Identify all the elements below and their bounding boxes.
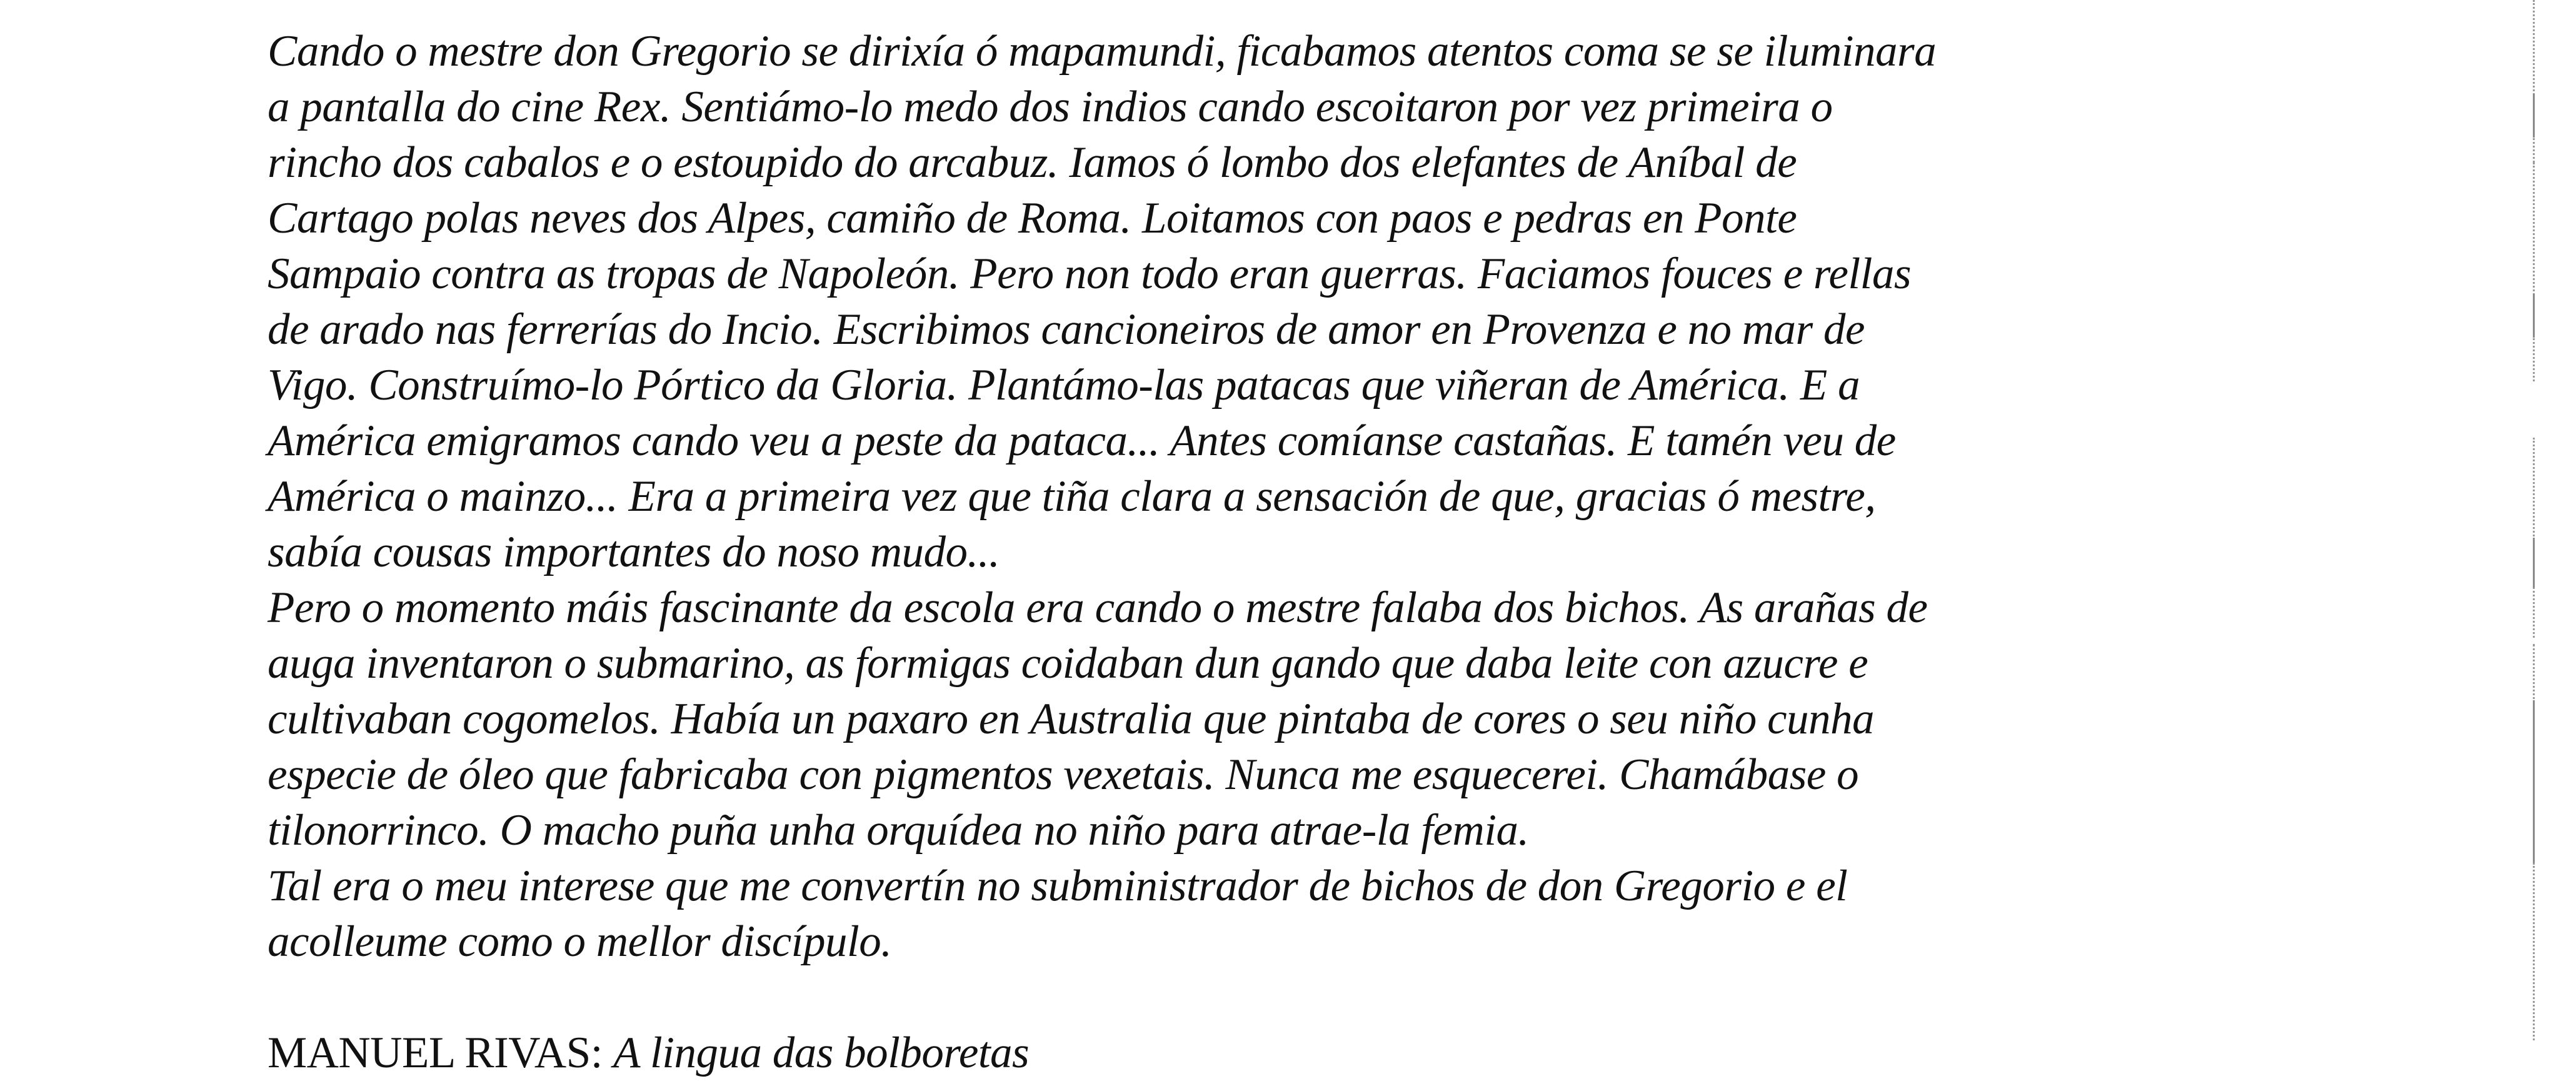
citation-author: MANUEL RIVAS: bbox=[268, 1028, 603, 1077]
passage-line: auga inventaron o submarino, as formigas coidaban dun gando que daba leite con azucre e bbox=[268, 639, 1868, 688]
passage-line: rincho dos cabalos e o estoupido do arcabuz. Iamos ó lombo dos elefantes de Aníbal de bbox=[268, 138, 1797, 187]
passage-line: Cando o mestre don Gregorio se dirixía ó mapamundi, ficabamos atentos coma se se iluminara bbox=[268, 27, 1937, 76]
passage-line: sabía cousas importantes do noso mudo... bbox=[268, 528, 1000, 576]
scan-edge-mark bbox=[2533, 0, 2535, 163]
scan-edge-mark bbox=[2533, 700, 2535, 863]
citation-work: A lingua das bolboretas bbox=[613, 1028, 1030, 1077]
scan-edge-mark bbox=[2533, 94, 2535, 138]
passage-line: de arado nas ferrerías do Incio. Escribimos cancioneiros de amor en Provenza e no mar de bbox=[268, 305, 1865, 354]
passage-line: a pantalla do cine Rex. Sentiámo-lo medo dos indios cando escoitaron por vez primeira o bbox=[268, 83, 1833, 131]
passage-line: Sampaio contra as tropas de Napoleón. Pero non todo eran guerras. Faciamos fouces e rellas bbox=[268, 249, 1912, 298]
passage-line: Cartago polas neves dos Alpes, camiño de Roma. Loitamos con paos e pedras en Ponte bbox=[268, 194, 1797, 243]
passage-line: América emigramos cando veu a peste da pataca... Antes comíanse castañas. E tamén veu de bbox=[268, 416, 1896, 465]
passage-line: Tal era o meu interese que me convertín no subministrador de bichos de don Gregorio e el bbox=[268, 862, 1848, 910]
scan-edge-mark bbox=[2533, 294, 2535, 338]
passage-line: tilonorrinco. O macho puña unha orquídea no niño para atrae-la femia. bbox=[268, 806, 1529, 855]
scan-edge-mark bbox=[2533, 863, 2535, 1040]
passage-line: cultivaban cogomelos. Había un paxaro en Australia que pintaba de cores o seu niño cunha bbox=[268, 695, 1875, 743]
passage-line: América o mainzo... Era a primeira vez que tiña clara a sensación de que, gracias ó mestre, bbox=[268, 472, 1876, 521]
scan-edge-mark bbox=[2533, 163, 2535, 381]
passage-line: acolleume como o mellor discípulo. bbox=[268, 917, 892, 966]
passage-line: especie de óleo que fabricaba con pigmentos vexetais. Nunca me esquecerei. Chamábase o bbox=[268, 750, 1859, 799]
passage-line: Pero o momento máis fascinante da escola era cando o mestre falaba dos bichos. As arañas de bbox=[268, 583, 1928, 632]
citation bbox=[268, 1025, 2143, 1081]
scan-edge-mark bbox=[2533, 538, 2535, 588]
passage-text bbox=[268, 24, 2143, 1081]
passage-line: Vigo. Construímo-lo Pórtico da Gloria. Plantámo-las patacas que viñeran de América. E a bbox=[268, 361, 1860, 410]
paragraph-gap bbox=[268, 970, 2143, 1025]
